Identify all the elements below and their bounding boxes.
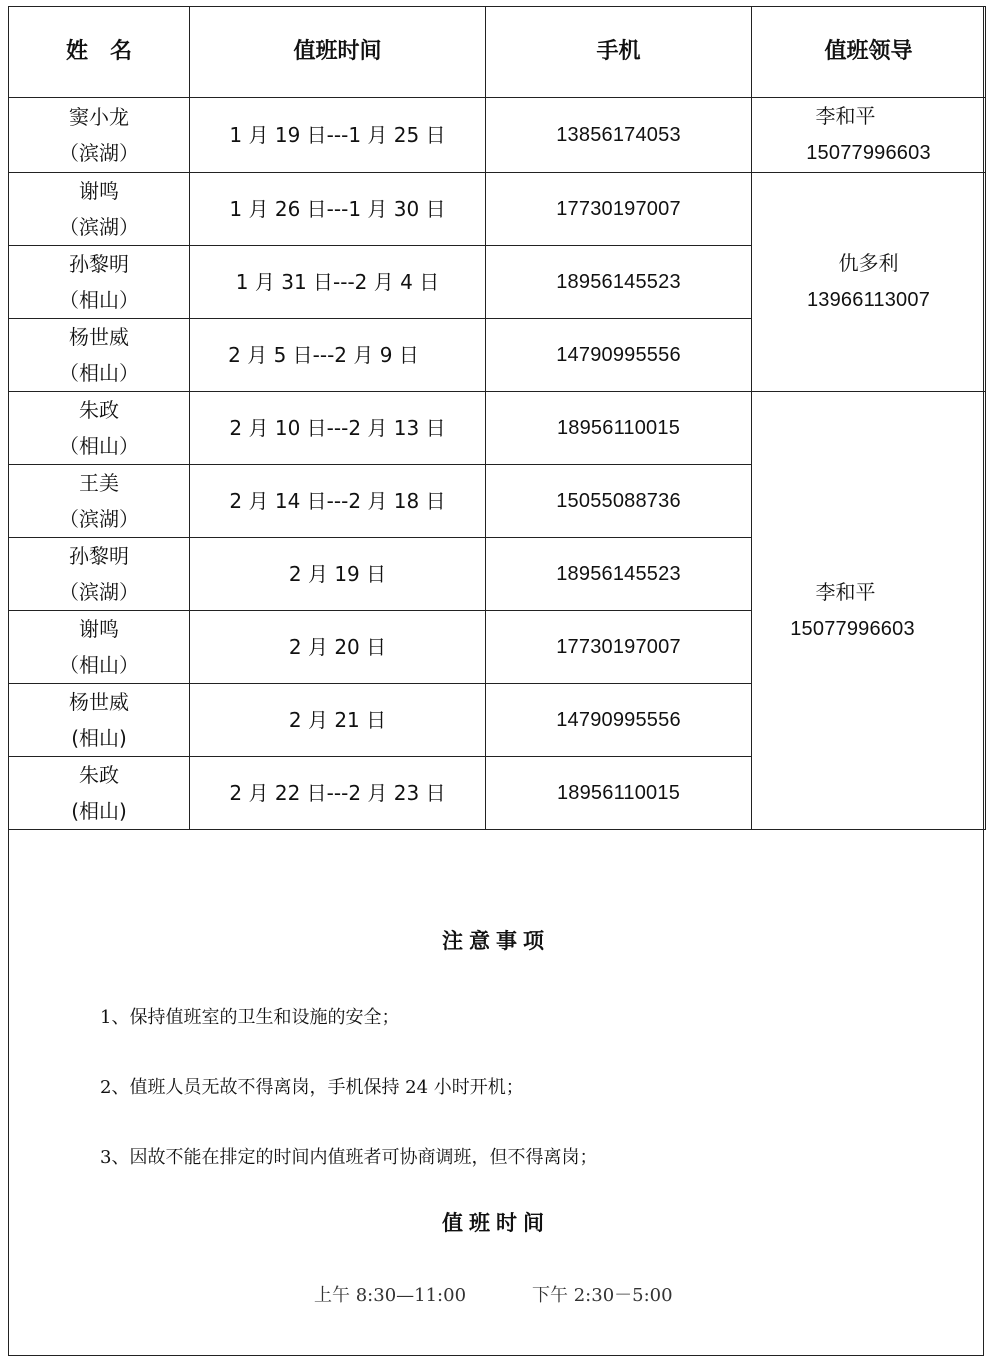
time-cell: 2 月 22 日---2 月 23 日 — [190, 757, 486, 830]
table-row — [9, 392, 986, 465]
header-row — [9, 7, 986, 98]
time-cell: 2 月 21 日 — [190, 684, 486, 757]
phone-cell: 18956145523 — [486, 246, 752, 319]
phone-cell: 18956110015 — [486, 757, 752, 830]
note-item: 3、因故不能在排定的时间内值班者可协商调班，但不得离岗； — [100, 1147, 598, 1168]
name-cell — [9, 246, 190, 319]
person-name: 孙黎明 — [69, 544, 129, 568]
person-name: 谢鸣 — [79, 179, 119, 203]
name-cell — [9, 538, 190, 611]
name-cell — [9, 684, 190, 757]
notes-section — [8, 833, 984, 1356]
time-cell: 2 月 5 日---2 月 9 日 — [190, 319, 486, 392]
name-cell — [9, 611, 190, 684]
name-cell — [9, 465, 190, 538]
leader-phone: 15077996603 — [806, 142, 931, 164]
person-name: 杨世威 — [69, 690, 129, 714]
person-location: （滨湖） — [59, 215, 139, 239]
table-row — [9, 173, 986, 246]
time-cell: 2 月 19 日 — [190, 538, 486, 611]
phone-cell: 18956145523 — [486, 538, 752, 611]
person-name: 朱政 — [79, 763, 119, 787]
phone-cell: 14790995556 — [486, 684, 752, 757]
leader-cell — [752, 173, 986, 392]
time-cell: 2 月 14 日---2 月 18 日 — [190, 465, 486, 538]
header-phone: 手机 — [486, 7, 752, 98]
person-name: 王美 — [79, 471, 119, 495]
leader-name: 李和平 — [815, 104, 876, 128]
leader-cell — [752, 98, 986, 173]
name-cell — [9, 98, 190, 173]
phone-cell: 17730197007 — [486, 611, 752, 684]
leader-name: 仇多利 — [838, 251, 899, 275]
person-location: （相山） — [59, 361, 139, 385]
leader-cell — [752, 392, 986, 830]
person-location: （滨湖） — [59, 507, 139, 531]
name-cell — [9, 173, 190, 246]
time-cell: 2 月 20 日 — [190, 611, 486, 684]
phone-cell: 18956110015 — [486, 392, 752, 465]
leader-name: 李和平 — [815, 579, 876, 604]
person-location: （相山） — [59, 288, 139, 312]
phone-cell: 14790995556 — [486, 319, 752, 392]
note-item: 1、保持值班室的卫生和设施的安全； — [100, 1007, 400, 1028]
phone-cell: 13856174053 — [486, 98, 752, 173]
time-cell: 1 月 19 日---1 月 25 日 — [190, 98, 486, 173]
note-item: 2、值班人员无故不得离岗，手机保持 24 小时开机； — [100, 1077, 524, 1098]
phone-cell: 17730197007 — [486, 173, 752, 246]
name-cell — [9, 392, 190, 465]
table-row — [9, 98, 986, 173]
header-leader: 值班领导 — [752, 7, 986, 98]
leader-phone: 13966113007 — [806, 289, 931, 311]
time-cell: 1 月 26 日---1 月 30 日 — [190, 173, 486, 246]
afternoon-hours: 下午 2:30－5:00 — [532, 1285, 673, 1306]
person-location: (相山) — [71, 799, 127, 823]
header-name: 姓 名 — [9, 7, 190, 98]
name-cell — [9, 319, 190, 392]
person-location: （滨湖） — [59, 141, 139, 165]
person-name: 杨世威 — [69, 325, 129, 349]
person-location: （滨湖） — [59, 580, 139, 604]
notes-title: 注意事项 — [442, 928, 550, 953]
person-location: (相山) — [71, 726, 127, 750]
person-name: 窦小龙 — [69, 105, 129, 129]
name-cell — [9, 757, 190, 830]
header-time: 值班时间 — [190, 7, 486, 98]
person-name: 谢鸣 — [79, 617, 119, 641]
phone-cell: 15055088736 — [486, 465, 752, 538]
person-location: （相山） — [59, 653, 139, 677]
duty-roster-table — [8, 6, 986, 830]
person-name: 朱政 — [79, 398, 119, 422]
morning-hours: 上午 8:30—11:00 — [314, 1285, 467, 1306]
time-cell: 1 月 31 日---2 月 4 日 — [190, 246, 486, 319]
person-location: （相山） — [59, 434, 139, 458]
person-name: 孙黎明 — [69, 252, 129, 276]
leader-phone: 15077996603 — [790, 617, 915, 640]
time-cell: 2 月 10 日---2 月 13 日 — [190, 392, 486, 465]
duty-hours-title: 值班时间 — [442, 1210, 550, 1235]
